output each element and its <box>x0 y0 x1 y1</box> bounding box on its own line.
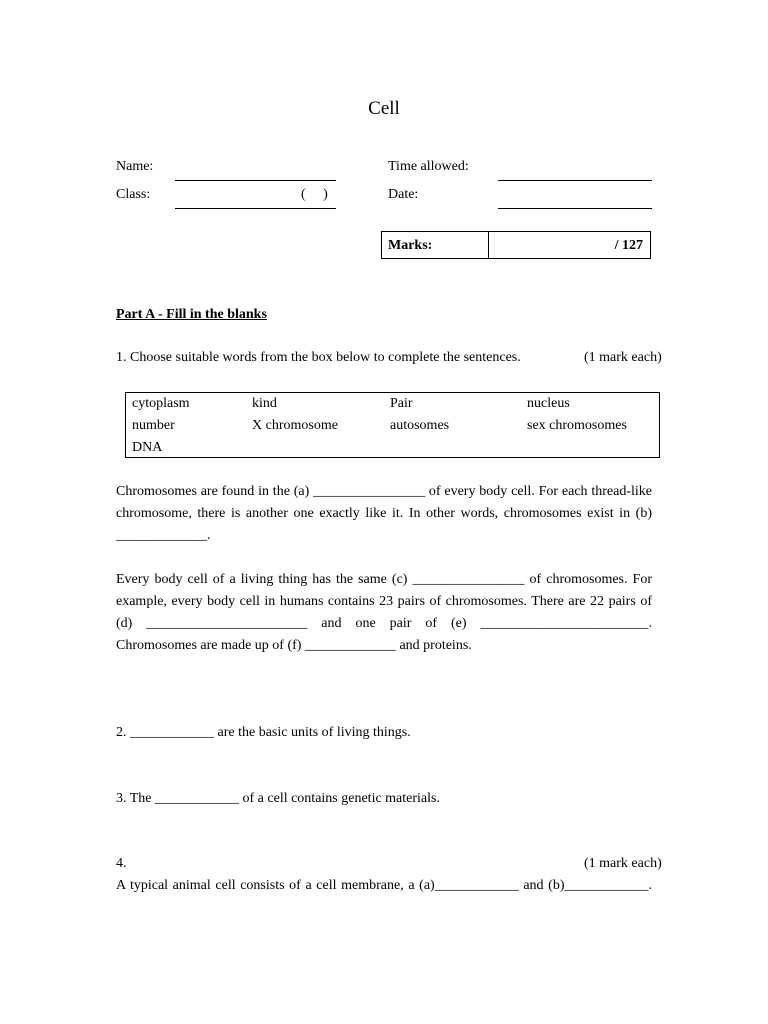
name-field[interactable] <box>175 180 336 181</box>
word-bank-item: Pair <box>390 396 413 411</box>
q1-paragraph-1: Chromosomes are found in the (a) ________________ of every body cell. For each thread-like chromosome, there is another one exactly like it. In other words, chromosomes exist in (b) _____________. <box>116 484 652 543</box>
word-bank-item: X chromosome <box>252 418 338 433</box>
q2-text: 2. ____________ are the basic units of living things. <box>116 725 411 740</box>
word-bank <box>125 392 660 458</box>
marks-total: / 127 <box>614 238 643 253</box>
q1-paragraph-2: Every body cell of a living thing has the same (c) ________________ of chromosomes. For example, every body cell in humans contains 23 pairs of chromosomes. There are 22 pairs of (d) _______________________ and one pair of (e) ________________________. Chromosomes are made up of (f) _____________ and proteins. <box>116 572 652 653</box>
word-bank-item: number <box>132 418 175 433</box>
word-bank-item: DNA <box>132 440 163 455</box>
q4-number: 4. <box>116 856 127 871</box>
marks-label: Marks: <box>382 232 489 258</box>
date-field[interactable] <box>498 208 652 209</box>
word-bank-item: autosomes <box>390 418 450 433</box>
name-label: Name: <box>116 159 154 174</box>
q1-marks: (1 mark each) <box>584 350 662 365</box>
time-allowed-label: Time allowed: <box>388 159 469 174</box>
class-label: Class: <box>116 187 151 202</box>
q3-text: 3. The ____________ of a cell contains genetic materials. <box>116 791 440 806</box>
page-title: Cell <box>368 98 400 119</box>
date-label: Date: <box>388 187 419 202</box>
q4-marks: (1 mark each) <box>584 856 662 871</box>
class-number-parens: ( ) <box>301 187 328 202</box>
word-bank-item: sex chromosomes <box>527 418 627 433</box>
word-bank-item: cytoplasm <box>132 396 190 411</box>
q4-text: A typical animal cell consists of a cell membrane, a (a)____________ and (b)____________. <box>116 878 652 893</box>
word-bank-item: kind <box>252 396 277 411</box>
marks-box <box>381 231 651 259</box>
class-field[interactable] <box>175 208 336 209</box>
q1-prompt: 1. Choose suitable words from the box below to complete the sentences. <box>116 350 521 365</box>
word-bank-item: nucleus <box>527 396 570 411</box>
time-allowed-field[interactable] <box>498 180 652 181</box>
part-a-title: Part A - Fill in the blanks <box>116 307 267 322</box>
